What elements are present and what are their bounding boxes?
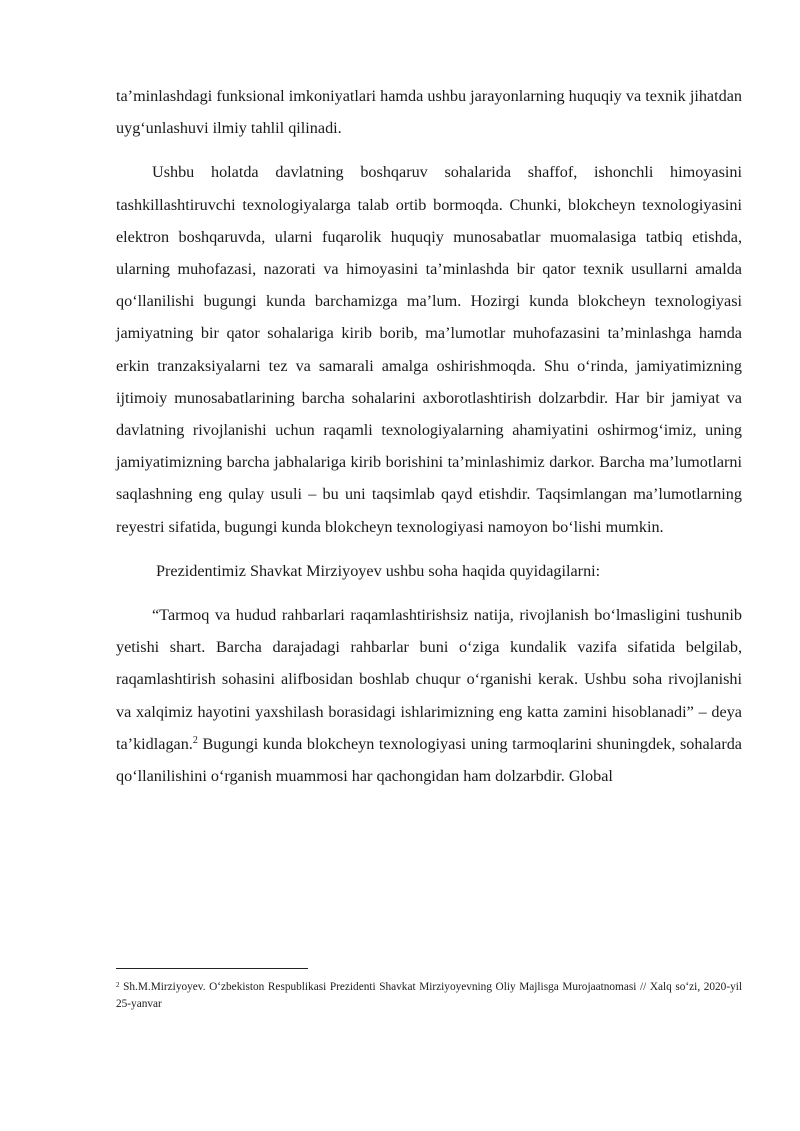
quote-text: “Tarmoq va hudud rahbarlari raqamlashtirishsiz natija, rivojlanish bo‘lmasligini tushunib yetishi shart. Barcha darajadagi rahbarlar buni o‘ziga kundalik vazifa sifatida belgilab, raqamlashtirish sohasini alifbosidan boshlab chuqur o‘rganishi kerak. Ushbu soha rivojlanishi va xalqimiz hayotini yaxshilash borasidagi ishlarimizning eng katta zamini hisoblanadi” – deya ta’kidlagan.: [116, 606, 742, 753]
paragraph-global-blockchain: Bugungi kunda blokcheyn texnologiyasi uning tarmoqlarini shuningdek, sohalarda qo‘llanilishini o‘rganish muammosi har qachongidan ham dolzarbdir. Global: [116, 734, 742, 786]
document-body: [116, 80, 742, 792]
footnote: [116, 979, 742, 1013]
paragraph-blockchain-governance: Ushbu holatda davlatning boshqaruv sohalarida shaffof, ishonchli himoyasini tashkillashtiruvchi texnologiyalarga talab ortib bormoqda. Chunki, blokcheyn texnologiyasini elektron boshqaruvda, ularni fuqarolik huquqiy munosabatlar muomalasiga tatbiq etishda, ularning muhofazasi, nazorati va himoyasini ta’minlashda bir qator texnik usullarni amalda qo‘llanilishi bugungi kunda barchamizga ma’lum. Hozirgi kunda blokcheyn texnologiyasi jamiyatning bir qator sohalariga kirib borib, ma’lumotlar muhofazasini ta’minlashga hamda erkin tranzaksiyalarni tez va samarali amalga oshirishmoqda. Shu o‘rinda, jamiyatimizning ijtimoiy munosabatlarining barcha sohalarini axborotlashtirish dolzarbdir. Har bir jamiyat va davlatning rivojlanishi uchun raqamli texnologiyalarning ahamiyatini oshirmog‘imiz, uning jamiyatimizning barcha jabhalariga kirib borishini ta’minlashimiz darkor. Barcha ma’lumotlarni saqlashning eng qulay usuli – bu uni taqsimlab qayd etishdir. Taqsimlangan ma’lumotlarning reyestri sifatida, bugungi kunda blokcheyn texnologiyasi namoyon bo‘lishi mumkin.: [116, 163, 742, 536]
footnote-reference[interactable]: 2: [192, 734, 198, 746]
footnote-divider: [116, 968, 308, 969]
paragraph-continuation: ta’minlashdagi funksional imkoniyatlari hamda ushbu jarayonlarning huquqiy va texnik jihatdan uyg‘unlashuvi ilmiy tahlil qilinadi.: [116, 87, 742, 138]
footnote-text: Sh.M.Mirziyoyev. O‘zbekiston Respublikasi Prezidenti Shavkat Mirziyoyevning Oliy Majlisga Murojaatnomasi // Xalq so‘zi, 2020-yil 25-yanvar: [116, 981, 743, 1010]
paragraph-president-intro: Prezidentimiz Shavkat Mirziyoyev ushbu soha haqida quyidagilarni:: [156, 561, 601, 580]
paragraph-quote: [116, 599, 742, 792]
footnote-marker: 2: [116, 981, 120, 989]
